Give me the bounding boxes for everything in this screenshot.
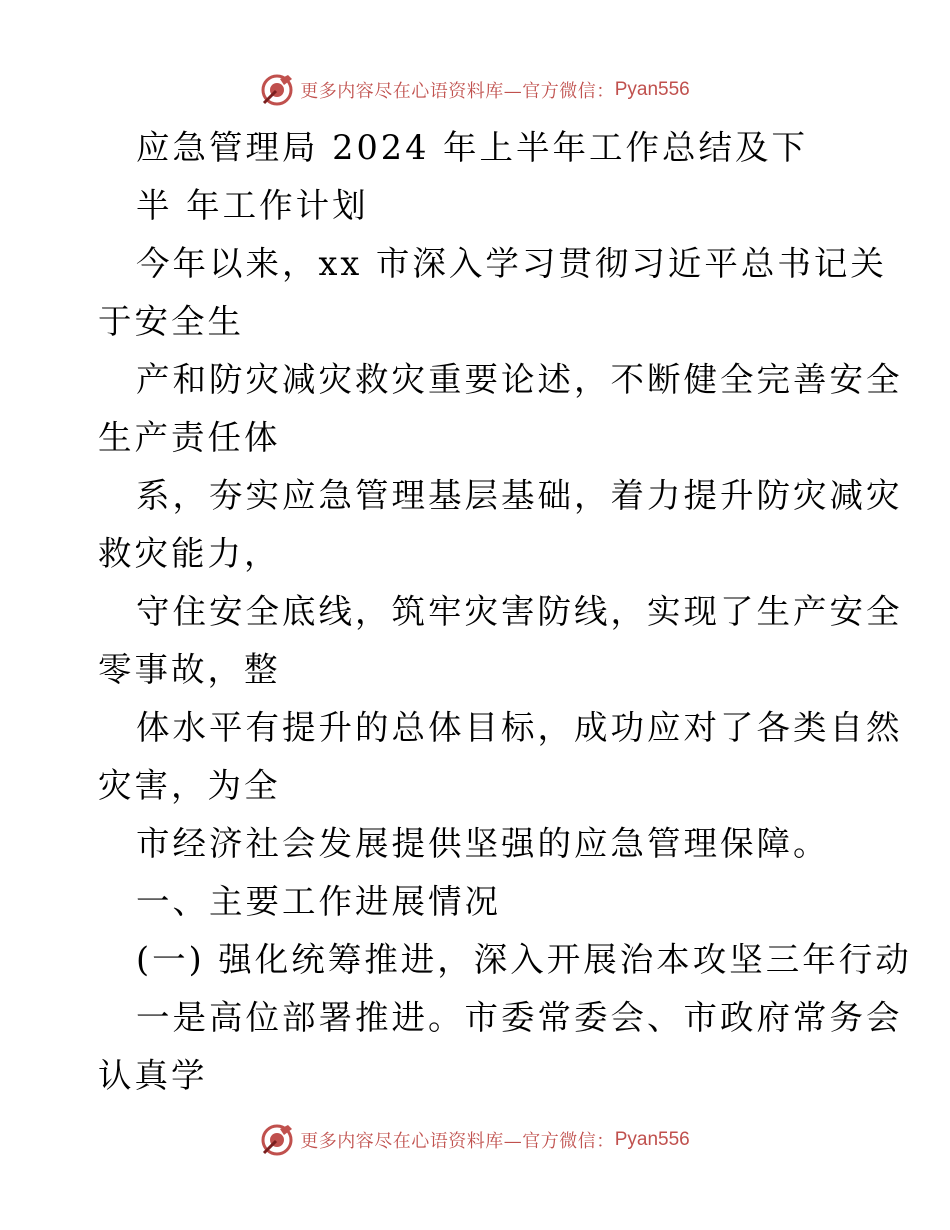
pen-seal-icon	[260, 73, 294, 107]
paragraph-line: 产和防灾减灾救灾重要论述，不断健全完善安全	[136, 360, 903, 399]
paragraph-line: 一是高位部署推进。市委常委会、市政府常务会	[136, 998, 903, 1037]
title-line-2: 半 年工作计划	[136, 186, 369, 225]
section-heading: 一、主要工作进展情况	[136, 882, 501, 921]
footer-watermark	[0, 1120, 950, 1160]
paragraph-line: 救灾能力，	[98, 534, 281, 573]
title-line-1: 应急管理局 2024 年上半年工作总结及下	[136, 128, 809, 167]
paragraph-line: 于安全生	[98, 302, 244, 341]
header-watermark	[0, 70, 950, 110]
paragraph-line: 零事故，整	[98, 650, 281, 689]
paragraph-line: 生产责任体	[98, 418, 281, 457]
paragraph-line: 系，夯实应急管理基层基础，着力提升防灾减灾	[136, 476, 903, 515]
watermark-wechat-id: Pyan556	[614, 1129, 690, 1150]
paragraph-line: 灾害，为全	[98, 766, 281, 805]
subsection-heading: (一) 强化统筹推进，深入开展治本攻坚三年行动	[136, 940, 912, 979]
paragraph-line: 守住安全底线，筑牢灾害防线，实现了生产安全	[136, 592, 903, 631]
paragraph-line: 体水平有提升的总体目标，成功应对了各类自然	[136, 708, 903, 747]
paragraph-line: 市经济社会发展提供坚强的应急管理保障。	[136, 824, 830, 863]
watermark-text: 更多内容尽在心语资料库—官方微信：	[300, 81, 615, 102]
watermark-text: 更多内容尽在心语资料库—官方微信：	[300, 1131, 615, 1152]
paragraph-line: 认真学	[98, 1056, 208, 1095]
paragraph-line: 今年以来，xx 市深入学习贯彻习近平总书记关	[136, 244, 887, 283]
watermark-wechat-id: Pyan556	[614, 79, 690, 100]
pen-seal-icon	[260, 1123, 294, 1157]
